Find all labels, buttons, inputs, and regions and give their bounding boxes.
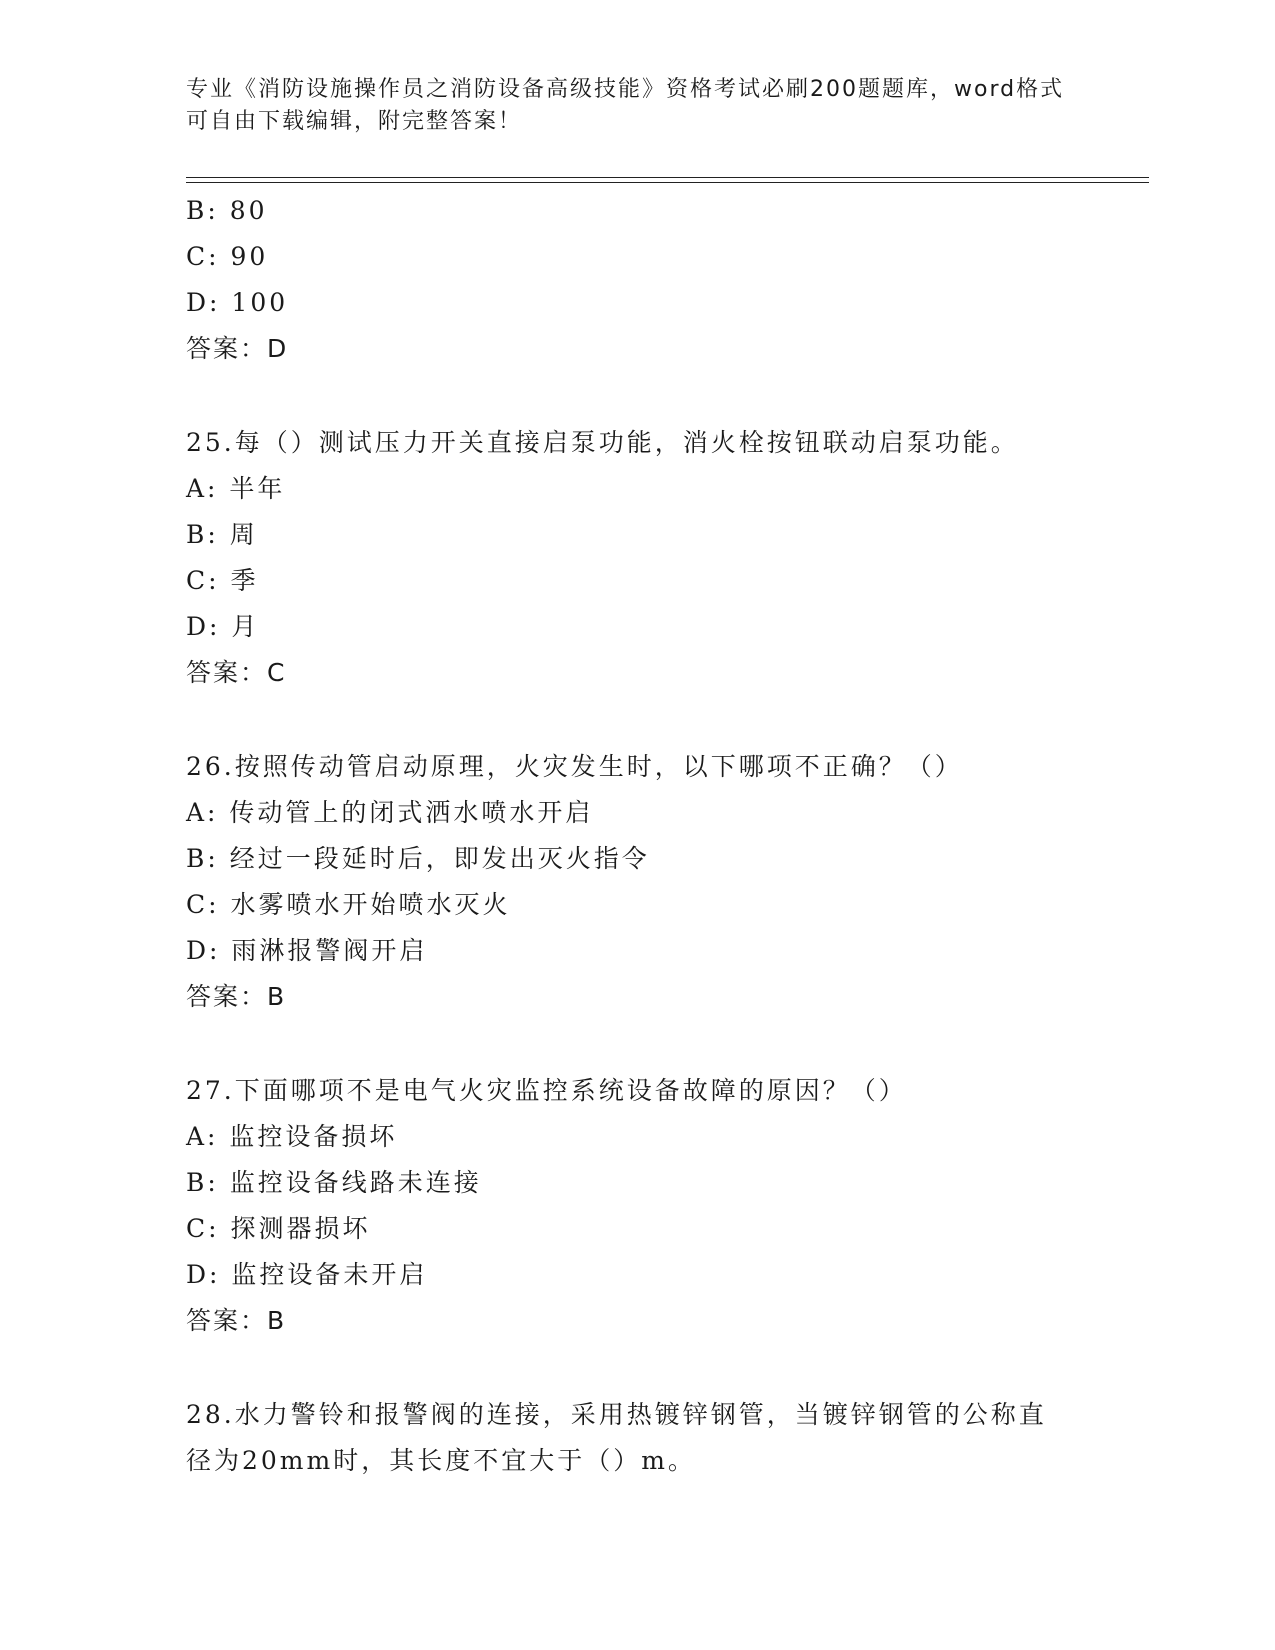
option-b: B: 周 [186, 520, 258, 549]
option-c: C: 水雾喷水开始喷水灭火 [186, 890, 511, 919]
option-d: D: 监控设备未开启 [186, 1260, 428, 1289]
option-a: A: 监控设备损坏 [186, 1122, 398, 1151]
question-continued [186, 188, 1086, 372]
answer-line: 答案：B [186, 1306, 287, 1335]
answer-line: 答案：B [186, 982, 287, 1011]
option-d: D: 100 [186, 288, 289, 317]
question-stem: 26.按照传动管启动原理，火灾发生时，以下哪项不正确？（） [186, 752, 963, 781]
document-header: 专业《消防设施操作员之消防设备高级技能》资格考试必刷200题题库，word格式可自由下载编辑，附完整答案！ [186, 77, 1065, 134]
question-25 [186, 420, 1086, 696]
question-stem: 28.水力警铃和报警阀的连接，采用热镀锌钢管，当镀锌钢管的公称直径为20mm时，其长度不宜大于（）m。 [186, 1400, 1047, 1475]
option-b: B: 监控设备线路未连接 [186, 1168, 482, 1197]
option-d: D: 月 [186, 612, 260, 641]
question-stem: 25.每（）测试压力开关直接启泵功能，消火栓按钮联动启泵功能。 [186, 428, 1019, 457]
answer-line: 答案：C [186, 658, 287, 687]
option-a: A: 半年 [186, 474, 286, 503]
question-28 [186, 1392, 1086, 1484]
option-b: B: 80 [186, 196, 268, 225]
question-27 [186, 1068, 1086, 1344]
header-divider-top [186, 177, 1149, 178]
question-list [186, 188, 1086, 1484]
option-c: C: 90 [186, 242, 269, 271]
question-stem: 27.下面哪项不是电气火灾监控系统设备故障的原因？（） [186, 1076, 907, 1105]
option-d: D: 雨淋报警阀开启 [186, 936, 428, 965]
answer-line: 答案：D [186, 334, 289, 363]
option-a: A: 传动管上的闭式洒水喷水开启 [186, 798, 594, 827]
option-c: C: 季 [186, 566, 259, 595]
option-b: B: 经过一段延时后，即发出灭火指令 [186, 844, 650, 873]
question-26 [186, 744, 1086, 1020]
header-divider-bottom [186, 182, 1149, 183]
option-c: C: 探测器损坏 [186, 1214, 371, 1243]
